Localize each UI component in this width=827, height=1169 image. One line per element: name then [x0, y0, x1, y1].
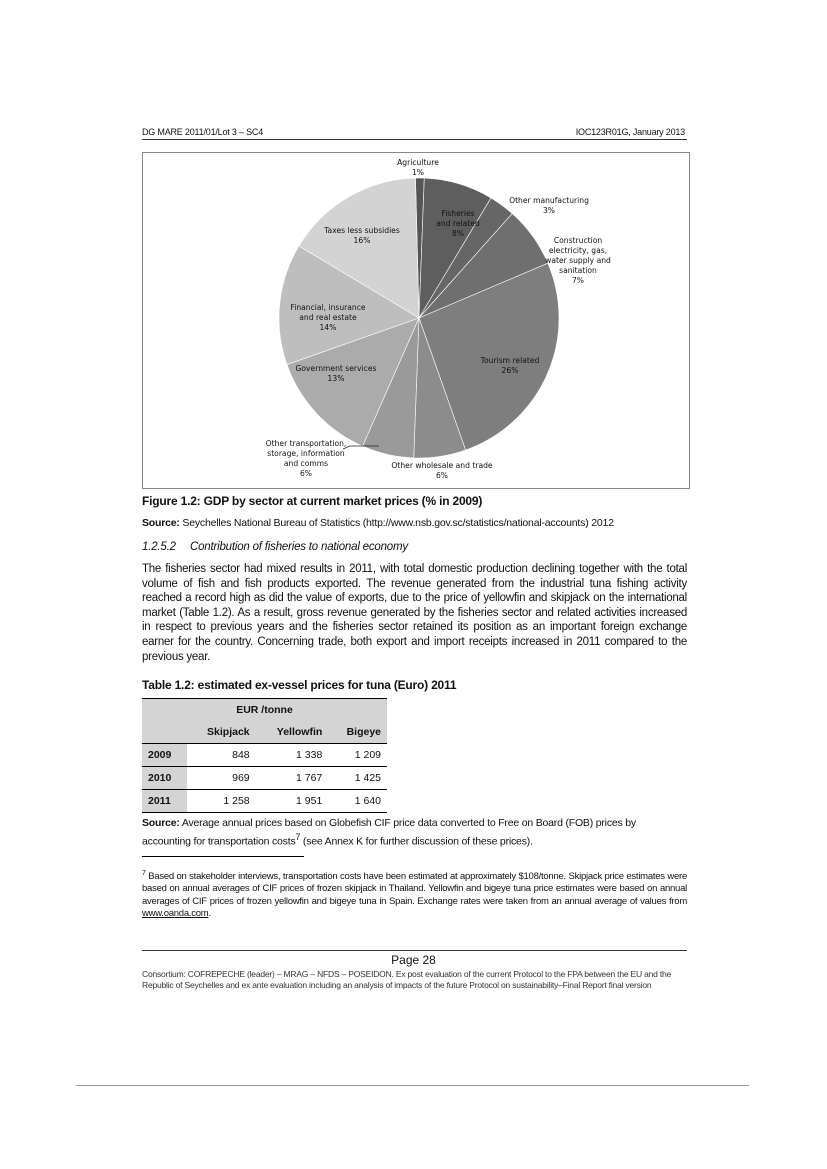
figure-source-text: Seychelles National Bureau of Statistics (http://www.nsb.gov.sc/statistics/national-accounts) 2012	[179, 517, 614, 529]
table-row	[142, 767, 387, 790]
pie-slice-label: Financial, insurance and real estate 14%	[290, 303, 366, 332]
table-header-blank	[142, 721, 187, 744]
table-cell-year: 2010	[142, 767, 187, 790]
pie-slice-label: Other wholesale and trade 6%	[391, 461, 493, 480]
table-header-row	[142, 721, 387, 744]
section-number: 1.2.5.2	[142, 541, 176, 553]
oanda-link[interactable]: www.oanda.com	[142, 908, 209, 920]
header-left: DG MARE 2011/01/Lot 3 – SC4	[142, 127, 263, 137]
pie-slice-label: Government services 13%	[295, 364, 377, 383]
table-cell: 1 258	[223, 795, 250, 807]
table-cell-year: 2009	[142, 744, 187, 767]
footnote-reference[interactable]: 7	[295, 832, 301, 842]
table-cell: 1 338	[296, 749, 323, 761]
pie-slice-label: Construction electricity, gas, water supply and sanitation 7%	[545, 236, 611, 285]
pie-slice-label: Other manufacturing 3%	[509, 196, 589, 215]
table-source-text-2: (see Annex K for further discussion of these prices).	[300, 835, 533, 848]
footnote-text: Based on stakeholder interviews, transportation costs have been estimated at approximately $108/tonne. Skipjack price estimates were based on annual averages of CIF prices of frozen skipjack in Thailand. Yellowfin and bigeye tuna price estimates were based on annual averages of CIF prices of frozen yellowfin and bigeye tuna in Spain. Exchange rates were taken from an annual average of values from	[142, 871, 687, 907]
table-header-skipjack: Skipjack	[187, 721, 256, 744]
section-title: Contribution of fisheries to national economy	[190, 541, 408, 553]
figure-source-label: Source:	[142, 517, 180, 529]
table-cell: 1 640	[354, 795, 381, 807]
figure-caption: Figure 1.2: GDP by sector at current market prices (% in 2009)	[142, 494, 483, 508]
pie-chart-figure	[142, 152, 690, 489]
table-source	[142, 816, 687, 849]
table-header-bigeye: Bigeye	[328, 721, 387, 744]
section-heading	[142, 541, 408, 553]
table-cell: 969	[232, 772, 250, 784]
footer-text: Consortium: COFREPECHE (leader) – MRAG – NFDS – POSEIDON. Ex post evaluation of the current Protocol to the FPA between the EU and the Republic of Seychelles and ex ante evaluation including an analysis of impacts of the future Protocol on sustainability–Final Report final version	[142, 969, 672, 990]
footnote-tail: .	[208, 908, 211, 920]
pie-chart	[143, 153, 689, 488]
table-cell: 848	[232, 749, 250, 761]
tuna-price-table	[142, 698, 387, 813]
pie-slice-label: Agriculture 1%	[397, 158, 439, 177]
header-divider	[142, 139, 687, 140]
pie-slice-label: Fisheries and related 8%	[436, 209, 480, 238]
pie-slice-label: Other transportation, storage, information and comms 6%	[265, 439, 347, 478]
figure-source	[142, 517, 614, 529]
table-source-label: Source:	[142, 817, 180, 829]
footer-divider	[142, 950, 687, 951]
table-row	[142, 744, 387, 767]
table-cell-year: 2011	[142, 790, 187, 813]
table-header-yellowfin: Yellowfin	[256, 721, 329, 744]
table-cell: 1 767	[296, 772, 323, 784]
table-cell: 1 425	[354, 772, 381, 784]
header-right: IOC123R01G, January 2013	[575, 127, 685, 137]
table-unit-header: EUR /tonne	[142, 699, 387, 722]
footnote	[142, 868, 687, 920]
table-caption: Table 1.2: estimated ex-vessel prices for tuna (Euro) 2011	[142, 678, 457, 692]
table-source-text-1: Average annual prices based on Globefish CIF price data converted to Free on Board (FOB) prices by accounting for transportation costs	[142, 817, 636, 848]
footnote-divider	[142, 856, 304, 857]
page-bottom-divider	[76, 1085, 749, 1086]
table-cell: 1 209	[354, 749, 381, 761]
footnote-marker: 7	[142, 870, 146, 877]
pie-slice-label: Tourism related 26%	[480, 356, 540, 375]
pie-slice-label: Taxes less subsidies 16%	[324, 226, 400, 245]
table-row	[142, 790, 387, 813]
table-cell: 1 951	[296, 795, 323, 807]
table-unit-row	[142, 699, 387, 722]
body-paragraph: The fisheries sector had mixed results in 2011, with total domestic production declining together with the total volume of fish and fish products exported. The revenue generated from the industrial tuna fishing activity reached a record high as did the value of exports, due to the price of yellowfin and skipjack on the international market (Table 1.2). As a result, gross revenue generated by the fisheries sector and related activities increased in respect to previous years and the fisheries sector retained its position as an important foreign exchange earner for the country. Concerning trade, both export and import receipts increased in 2011 compared to the previous year.	[142, 563, 687, 663]
page-number: Page 28	[391, 953, 436, 967]
